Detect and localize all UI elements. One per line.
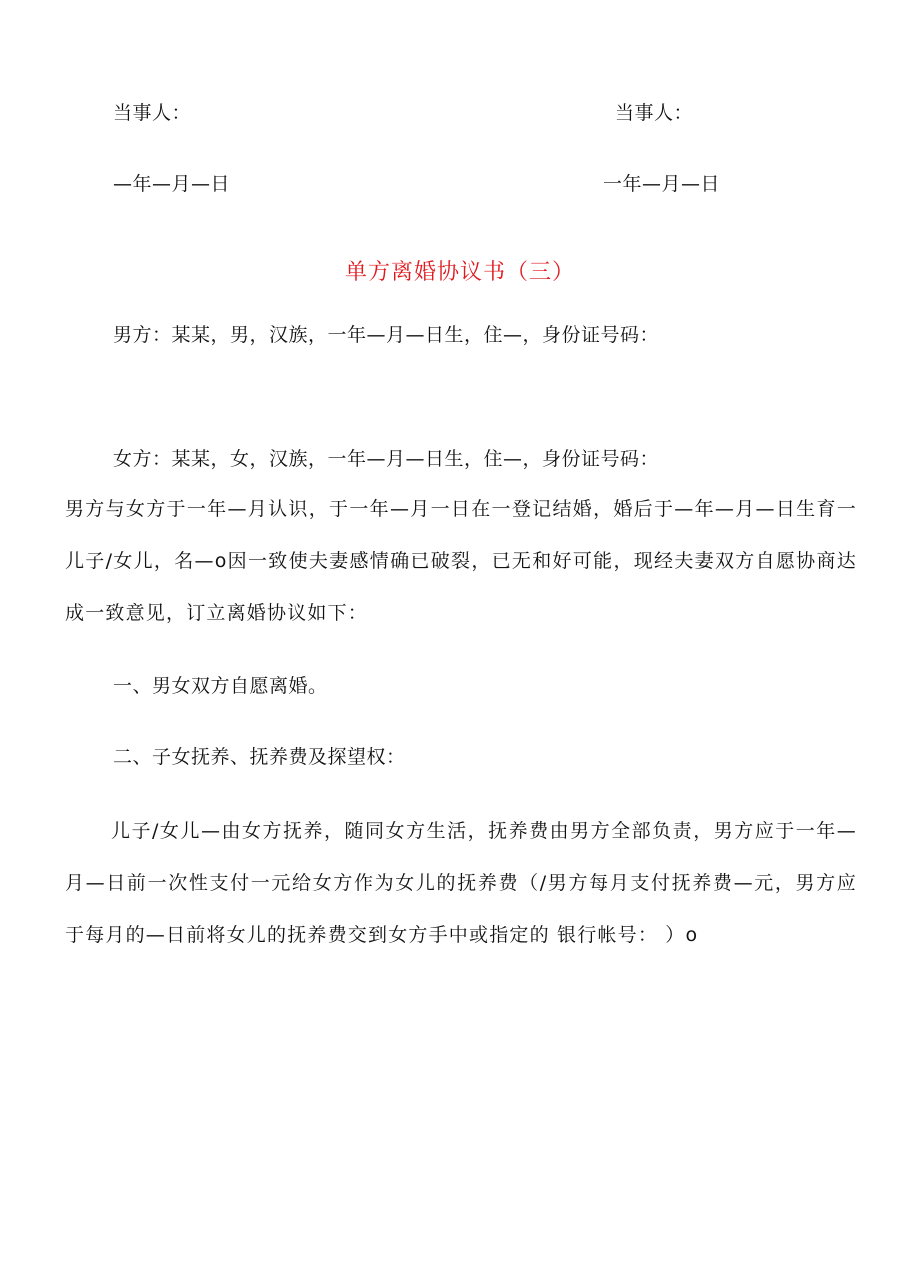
female-party-line: 女方：某某，女，汉族，一年—月—日生，住—，身份证号码： [113,448,660,470]
intro-paragraph: 男方与女方于一年—月认识，于一年—月一日在一登记结婚，婚后于—年—月—日生育一儿子/女儿，名—o因一致使夫妻感情确已破裂，已无和好可能，现经夫妻双方自愿协商达成一致意见，订立离婚协议如下： [65,498,857,624]
document-title: 单方离婚协议书（三） [344,260,575,285]
right-party-label: 当事人： [615,102,694,124]
right-date: 一年—月—日 [603,173,721,195]
clause-1: 一、男女双方自愿离婚。 [113,675,328,697]
male-party-line: 男方：某某，男，汉族，一年—月—日生，住—，身份证号码： [113,324,660,346]
left-party-label: 当事人： [113,102,192,124]
left-date: —年—月—日 [113,173,231,195]
clause-2: 二、子女抚养、抚养费及探望权： [113,746,406,768]
custody-paragraph: 儿子/女儿—由女方抚养，随同女方生活，抚养费由男方全部负责，男方应于一年—月—日前一次性支付一元给女方作为女儿的抚养费（/男方每月支付抚养费—元，男方应于每月的—日前将女儿的抚养费交到女方手中或指定的 银行帐号： ）o [65,820,857,946]
